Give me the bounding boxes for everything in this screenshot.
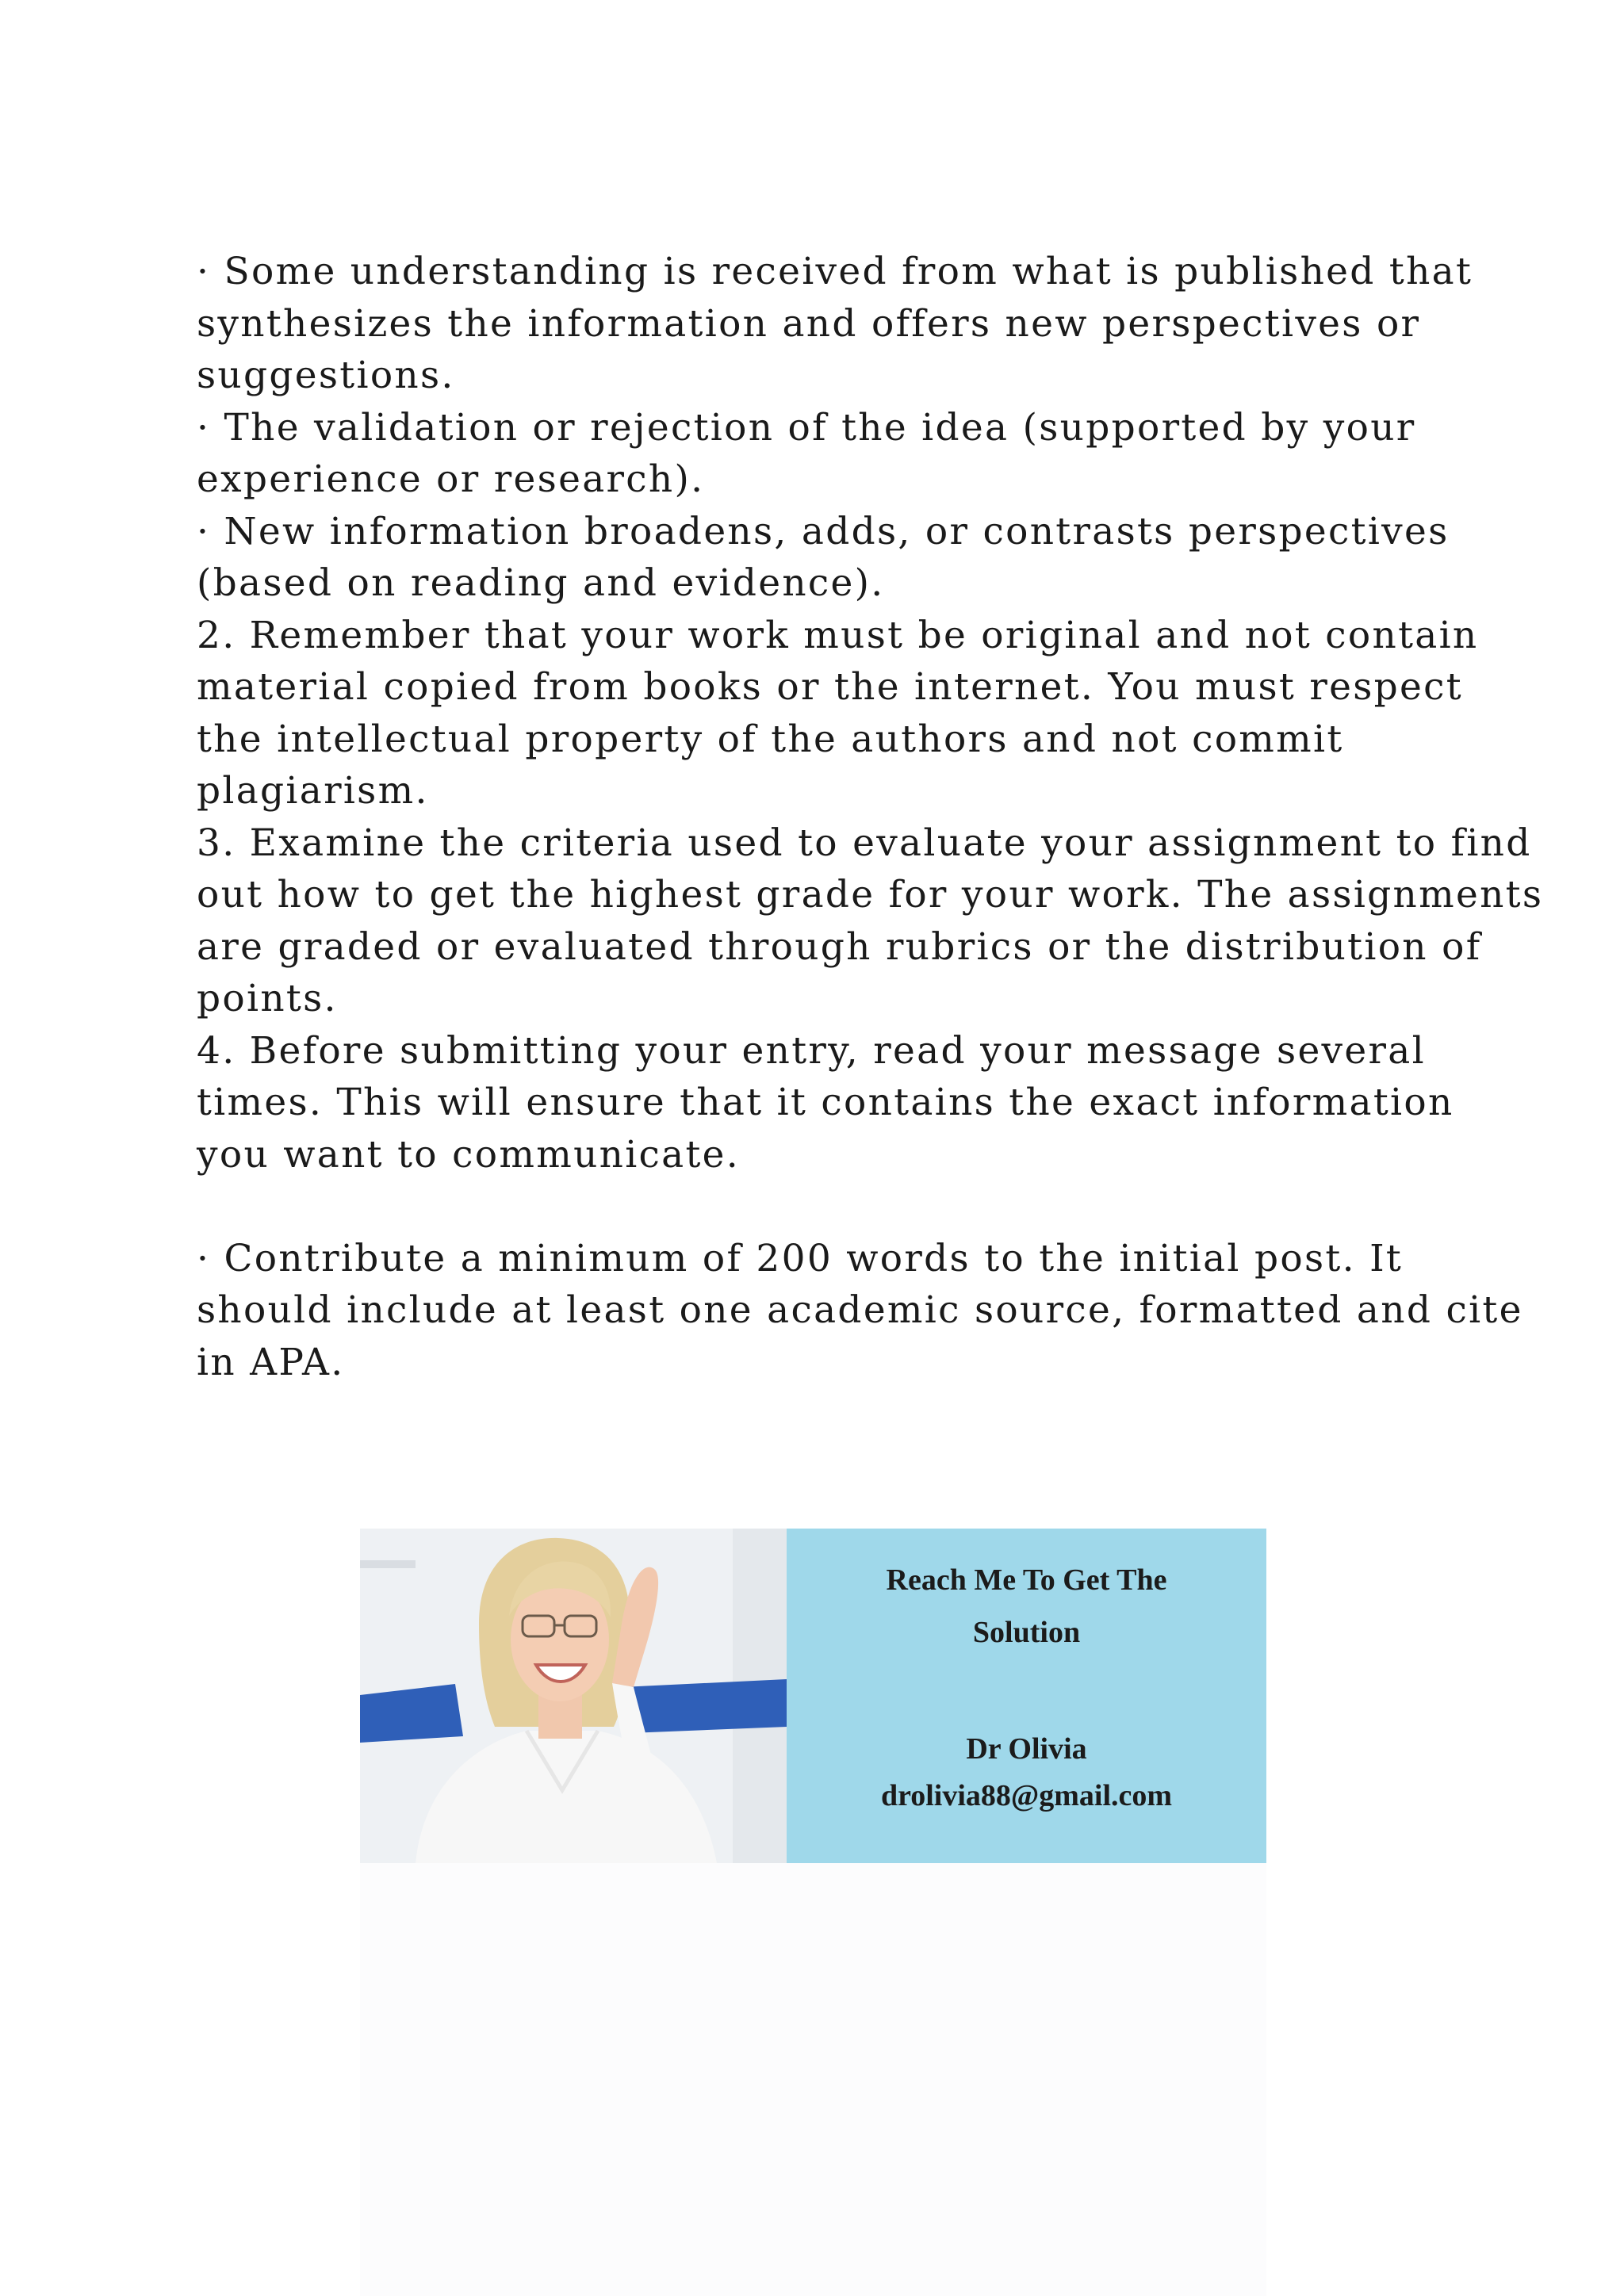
text-line: 2. Remember that your work must be original and not contain [197, 613, 1479, 657]
blank-image-area [360, 1863, 1266, 2296]
blank-line [197, 1181, 1465, 1233]
text-line: · New information broadens, adds, or contrasts perspectives [197, 509, 1450, 553]
text-line: (based on reading and evidence). [197, 561, 885, 605]
text-line: · Some understanding is received from what is published that [197, 250, 1473, 293]
text-line: points. [197, 977, 338, 1020]
contact-email[interactable]: drolivia88@gmail.com [880, 1779, 1173, 1812]
text-line: should include at least one academic source, formatted and cite [197, 1288, 1523, 1332]
text-line: you want to communicate. [197, 1132, 741, 1177]
text-line: plagiarism. [197, 769, 429, 813]
text-line: out how to get the highest grade for your work. The assignments [197, 873, 1544, 916]
document-body [197, 246, 1544, 1388]
text-line: · The validation or rejection of the idea (supported by your [197, 405, 1416, 450]
text-line: in APA. [197, 1340, 345, 1384]
woman-photo [360, 1529, 787, 1863]
text-line: 3. Examine the criteria used to evaluate your assignment to find [197, 821, 1532, 865]
portrait-illustration [360, 1529, 787, 1863]
text-line: are graded or evaluated through rubrics or the distribution of [197, 924, 1482, 969]
text-line: 4. Before submitting your entry, read your message several [197, 1028, 1426, 1073]
text-line: experience or research). [197, 457, 705, 501]
text-line: material copied from books or the internet. You must respect [197, 665, 1463, 709]
text-line: · Contribute a minimum of 200 words to the initial post. It [197, 1236, 1404, 1280]
contact-panel [787, 1529, 1266, 1863]
contact-heading-line1: Reach Me To Get The [886, 1563, 1167, 1597]
promo-banner [360, 1529, 1266, 1863]
contact-name: Dr Olivia [966, 1732, 1087, 1766]
text-line: suggestions. [197, 354, 455, 397]
text-line: times. This will ensure that it contains the exact information [197, 1081, 1454, 1124]
text-line: synthesizes the information and offers new perspectives or [197, 301, 1421, 346]
text-line: the intellectual property of the authors and not commit [197, 717, 1344, 761]
contact-heading-line2: Solution [972, 1616, 1081, 1649]
